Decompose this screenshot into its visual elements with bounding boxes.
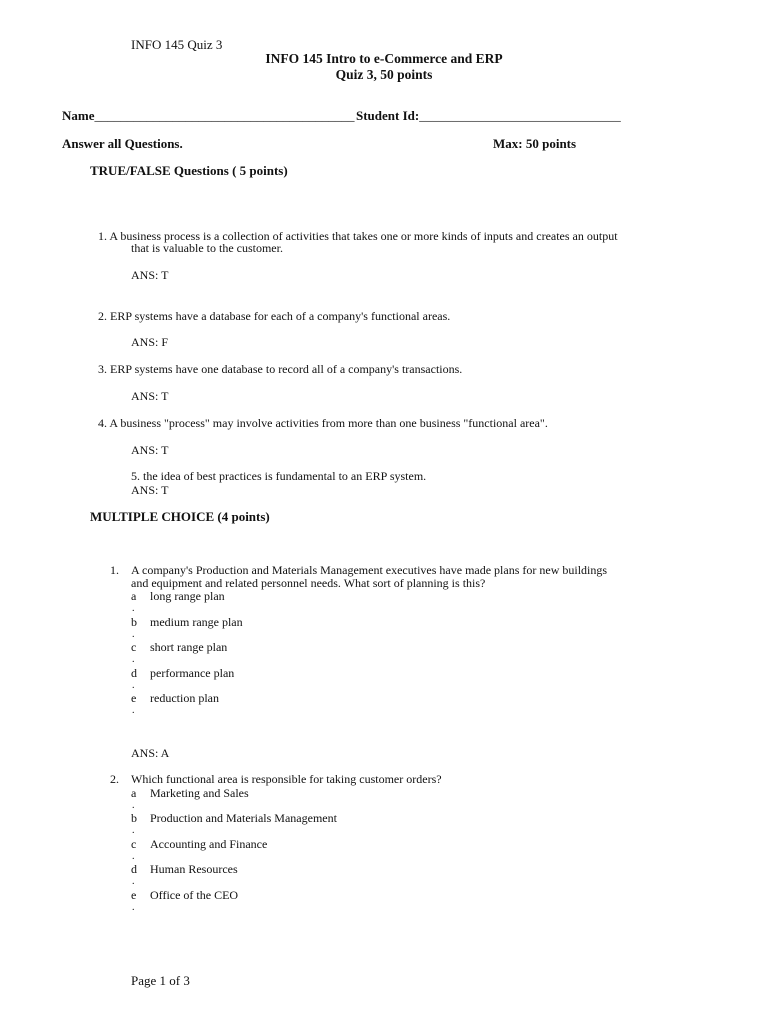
mc2-option-e: Office of the CEO bbox=[150, 888, 239, 902]
option-dot: . bbox=[132, 680, 135, 691]
mc1-option-d: performance plan bbox=[150, 666, 235, 680]
page-title: INFO 145 Intro to e-Commerce and ERP bbox=[265, 51, 503, 66]
mc2-option-d-letter: d bbox=[131, 862, 137, 876]
mc-question-2: Which functional area is responsible for taking customer orders? bbox=[131, 772, 442, 786]
tf-question-3: 3. ERP systems have one database to record all of a company's transactions. bbox=[98, 362, 463, 376]
mc-question-1-number: 1. bbox=[110, 563, 119, 577]
mc1-option-a: long range plan bbox=[150, 589, 225, 603]
tf-answer-5: ANS: T bbox=[131, 483, 169, 497]
tf-question-1-cont: that is valuable to the customer. bbox=[131, 241, 283, 255]
option-dot: . bbox=[132, 851, 135, 862]
mc2-option-b-letter: b bbox=[131, 811, 137, 825]
mc2-option-c-letter: c bbox=[131, 837, 137, 851]
tf-question-2: 2. ERP systems have a database for each of a company's functional areas. bbox=[98, 309, 451, 323]
option-dot: . bbox=[132, 800, 135, 811]
student-id-label: Student Id: bbox=[356, 108, 420, 123]
page-number: Page 1 of 3 bbox=[131, 973, 190, 988]
mc2-option-a: Marketing and Sales bbox=[150, 786, 249, 800]
page-subtitle: Quiz 3, 50 points bbox=[335, 67, 433, 82]
mc-question-1-cont: and equipment and related personnel needs. What sort of planning is this? bbox=[131, 576, 486, 590]
tf-question-1: 1. A business process is a collection of activities that takes one or more kinds of inputs and creates an output bbox=[98, 229, 618, 243]
student-id-field bbox=[356, 108, 621, 124]
option-dot: . bbox=[132, 902, 135, 913]
mc1-option-b: medium range plan bbox=[150, 615, 243, 629]
mc-answer-1: ANS: A bbox=[131, 746, 170, 760]
mc2-option-b: Production and Materials Management bbox=[150, 811, 337, 825]
mc1-option-d-letter: d bbox=[131, 666, 137, 680]
multiple-choice-heading: MULTIPLE CHOICE (4 points) bbox=[90, 509, 270, 524]
mc-question-2-number: 2. bbox=[110, 772, 119, 786]
mc1-option-e: reduction plan bbox=[150, 691, 219, 705]
mc1-option-c-letter: c bbox=[131, 640, 137, 654]
tf-question-5: 5. the idea of best practices is fundamental to an ERP system. bbox=[131, 469, 427, 483]
mc1-option-c: short range plan bbox=[150, 640, 228, 654]
name-blank: ________________________________________ bbox=[94, 108, 355, 123]
option-dot: . bbox=[132, 825, 135, 836]
student-id-blank: _______________________________ bbox=[419, 108, 621, 123]
tf-answer-3: ANS: T bbox=[131, 389, 169, 403]
option-dot: . bbox=[132, 654, 135, 665]
name-field bbox=[62, 108, 355, 124]
name-label: Name bbox=[62, 108, 95, 123]
tf-answer-2: ANS: F bbox=[131, 335, 169, 349]
option-dot: . bbox=[132, 629, 135, 640]
running-header: INFO 145 Quiz 3 bbox=[131, 37, 223, 52]
mc2-option-a-letter: a bbox=[131, 786, 137, 800]
mc2-option-c: Accounting and Finance bbox=[150, 837, 268, 851]
instructions-answer-all: Answer all Questions. bbox=[62, 136, 183, 151]
mc-question-1: A company's Production and Materials Management executives have made plans for new buildings bbox=[131, 563, 608, 577]
tf-answer-1: ANS: T bbox=[131, 268, 169, 282]
mc2-option-d: Human Resources bbox=[150, 862, 238, 876]
true-false-heading: TRUE/FALSE Questions ( 5 points) bbox=[90, 163, 288, 178]
tf-question-4: 4. A business "process" may involve activities from more than one business "functional area". bbox=[98, 416, 548, 430]
mc1-option-e-letter: e bbox=[131, 691, 137, 705]
mc1-option-a-letter: a bbox=[131, 589, 137, 603]
tf-answer-4: ANS: T bbox=[131, 443, 169, 457]
option-dot: . bbox=[132, 876, 135, 887]
option-dot: . bbox=[132, 603, 135, 614]
instructions-max-points: Max: 50 points bbox=[493, 136, 577, 151]
mc1-option-b-letter: b bbox=[131, 615, 137, 629]
option-dot: . bbox=[132, 705, 135, 716]
mc2-option-e-letter: e bbox=[131, 888, 137, 902]
